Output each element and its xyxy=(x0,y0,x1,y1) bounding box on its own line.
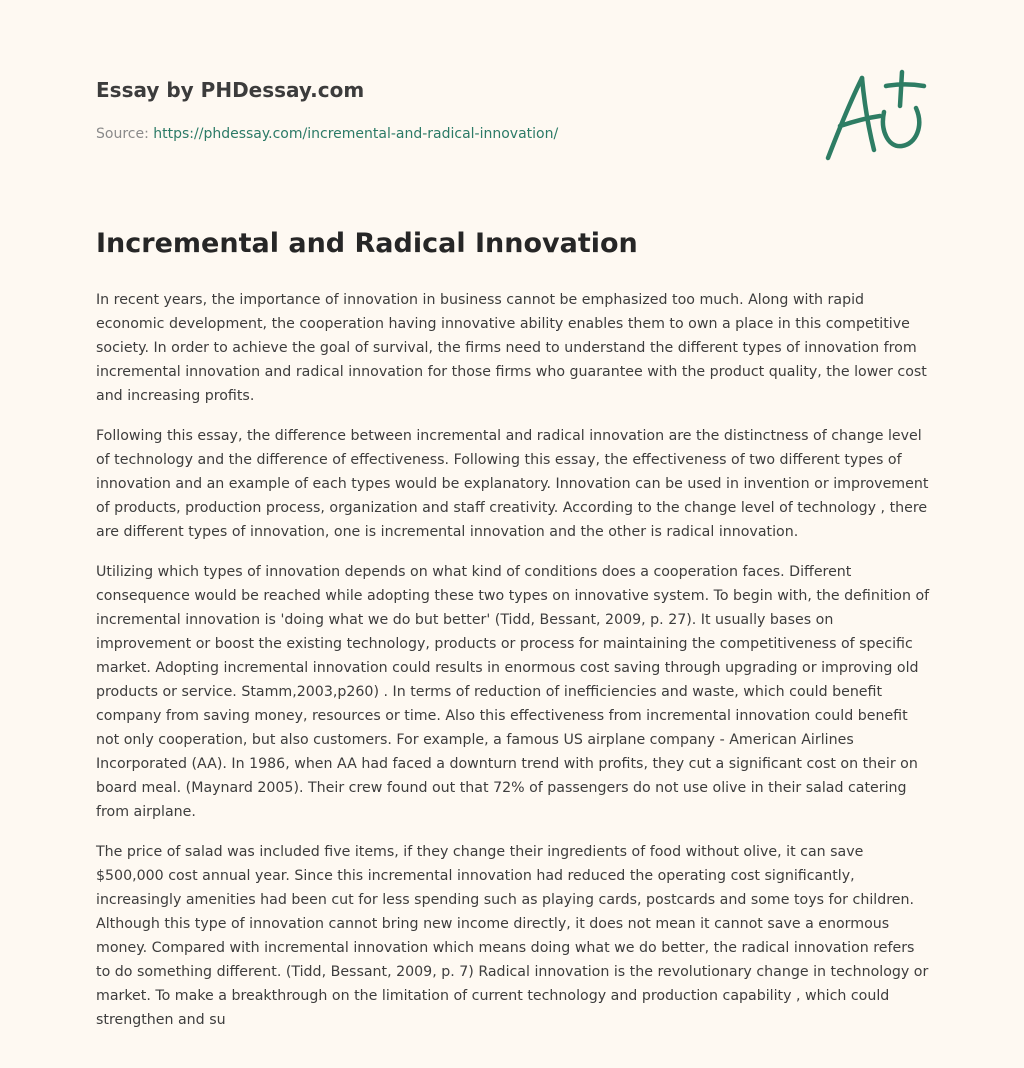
essay-paragraph-1: In recent years, the importance of innovation in business cannot be emphasized too much. Along with rapid economic development, the cooperation having innovative ability enables them to own a place in this competitive society. In order to achieve the goal of survival, the firms need to understand the different types of innovation from incremental innovation and radical innovation for those firms who guarantee with the product quality, the lower cost and increasing profits. xyxy=(96,292,927,404)
essay-paragraph-4: The price of salad was included five items, if they change their ingredients of food without olive, it can save $500,000 cost annual year. Since this incremental innovation had reduced the operating cost significantly, increasingly amenities had been cut for less spending such as playing cards, postcards and some toys for children. Although this type of innovation cannot bring new income directly, it does not mean it cannot save a enormous money. Compared with incremental innovation which means doing what we do better, the radical innovation refers to do something different. (Tidd, Bessant, 2009, p. 7) Radical innovation is the revolutionary change in technology or market. To make a breakthrough on the limitation of current technology and production capability , which could strengthen and su xyxy=(96,844,929,1028)
essay-paragraph-2: Following this essay, the difference between incremental and radical innovation are the distinctness of change level of technology and the difference of effectiveness. Following this essay, the effectiveness of two different types of innovation and an example of each types would be explanatory. Innovation can be used in invention or improvement of products, production process, organization and staff creativity. According to the change level of technology , there are different types of innovation, one is incremental innovation and the other is radical innovation. xyxy=(96,428,929,540)
a-plus-logo-graphic xyxy=(820,66,930,166)
essay-paragraph-3: Utilizing which types of innovation depends on what kind of conditions does a cooperation faces. Different consequence would be reached while adopting these two types on innovative system. To begin with, the definition of incremental innovation is 'doing what we do but better' (Tidd, Bessant, 2009, p. 27). It usually bases on improvement or boost the existing technology, products or process for maintaining the competitiveness of specific market. Adopting incremental innovation could results in enormous cost saving through upgrading or improving old products or service. Stamm,2003,p260) . In terms of reduction of inefficiencies and waste, which could benefit company from saving money, resources or time. Also this effectiveness from incremental innovation could benefit not only cooperation, but also customers. For example, a famous US airplane company - American Airlines Incorporated (AA). In 1986, when AA had faced a downturn trend with profits, they cut a significant cost on their on board meal. (Maynard 2005). Their crew found out that 72% of passengers do not use olive in their salad catering from airplane. xyxy=(96,564,930,820)
a-plus-logo-icon xyxy=(820,66,930,166)
essay-title: Incremental and Radical Innovation xyxy=(96,228,638,259)
essay-article xyxy=(96,222,930,1048)
source-link[interactable]: https://phdessay.com/incremental-and-radical-innovation/ xyxy=(153,126,559,142)
essay-header xyxy=(96,76,796,144)
site-title: Essay by PHDessay.com xyxy=(96,78,365,102)
source-label: Source: xyxy=(96,126,154,142)
source-line xyxy=(96,124,796,144)
